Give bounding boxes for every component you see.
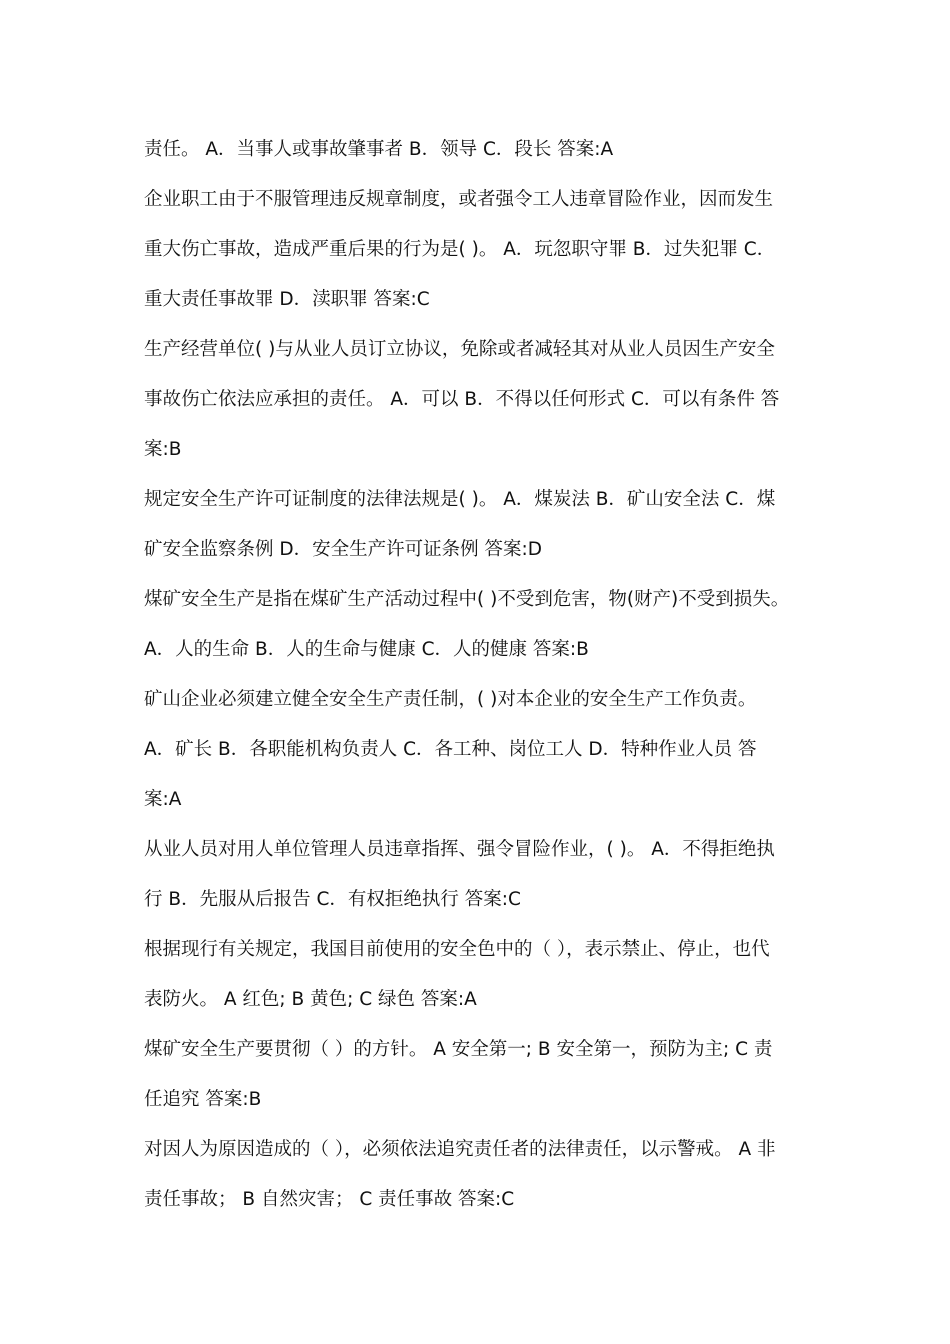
text-line: 煤矿安全生产要贯彻（ ）的方针。 A 安全第一; B 安全第一，预防为主; C 责 <box>144 1039 773 1060</box>
text-line: 责任。 A．当事人或事故肇事者 B．领导 C．段长 答案:A <box>144 139 614 160</box>
text-line: 生产经营单位( )与从业人员订立协议，免除或者减轻其对从业人员因生产安全 <box>144 339 775 360</box>
text-line: 事故伤亡依法应承担的责任。 A．可以 B．不得以任何形式 C．可以有条件 答 <box>144 389 780 410</box>
text-line: 案:B <box>144 439 182 460</box>
text-line: 煤矿安全生产是指在煤矿生产活动过程中( )不受到危害，物(财产)不受到损失。 <box>144 589 790 610</box>
document-body <box>144 125 834 1225</box>
text-line: 从业人员对用人单位管理人员违章指挥、强令冒险作业，( )。 A．不得拒绝执 <box>144 839 775 860</box>
text-line: 矿安全监察条例 D．安全生产许可证条例 答案:D <box>144 539 542 560</box>
text-line: A．人的生命 B．人的生命与健康 C．人的健康 答案:B <box>144 639 589 660</box>
text-line: 根据现行有关规定，我国目前使用的安全色中的（ ），表示禁止、停止，也代 <box>144 939 770 960</box>
text-line: 表防火。 A 红色; B 黄色; C 绿色 答案:A <box>144 989 477 1010</box>
text-line: 行 B．先服从后报告 C．有权拒绝执行 答案:C <box>144 889 521 910</box>
text-line: 对因人为原因造成的（ ），必须依法追究责任者的法律责任，以示警戒。 A 非 <box>144 1139 776 1160</box>
text-line: 案:A <box>144 789 182 810</box>
text-line: A．矿长 B．各职能机构负责人 C．各工种、岗位工人 D．特种作业人员 答 <box>144 739 757 760</box>
text-line: 矿山企业必须建立健全安全生产责任制，( )对本企业的安全生产工作负责。 <box>144 689 757 710</box>
text-line: 重大责任事故罪 D．渎职罪 答案:C <box>144 289 430 310</box>
text-line: 重大伤亡事故，造成严重后果的行为是( )。 A．玩忽职守罪 B．过失犯罪 C． <box>144 239 776 260</box>
text-line: 责任事故； B 自然灾害； C 责任事故 答案:C <box>144 1189 515 1210</box>
text-line: 规定安全生产许可证制度的法律法规是( )。 A．煤炭法 B．矿山安全法 C．煤 <box>144 489 776 510</box>
text-line: 企业职工由于不服管理违反规章制度，或者强令工人违章冒险作业，因而发生 <box>144 189 774 210</box>
text-line: 任追究 答案:B <box>144 1089 262 1110</box>
